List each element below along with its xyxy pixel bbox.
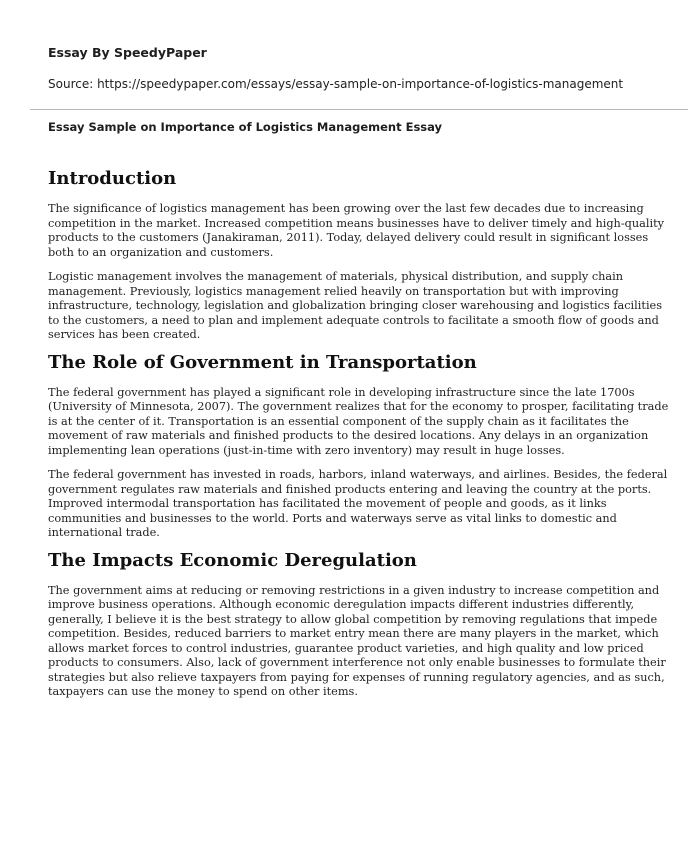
- essay-title: Essay Sample on Importance of Logistics Management Essay: [48, 120, 443, 134]
- paragraph: The significance of logistics management has been growing over the last few decades due to increasing competition in the market. Increased competition means businesses have to deliver timely and high-quality products to the customers (Janakiraman, 2011). Today, delayed delivery could result in significant losses both to an organization and customers.: [48, 202, 665, 259]
- header-divider: [30, 109, 688, 110]
- paragraph: The government aims at reducing or removing restrictions in a given industry to increase competition and improve business operations. Although economic deregulation impacts different industries differently, generally, I believe it is the best strategy to allow global competition by removing regulations that impede competition. Besides, reduced barriers to market entry mean there are many players in the market, which allows market forces to control industries, guarantee product varieties, and high quality and low priced products to consumers. Also, lack of government interference not only enable businesses to formulate their strategies but also relieve taxpayers from paying for expenses of running regulatory agencies, and as such, taxpayers can use the money to spend on other items.: [48, 583, 666, 698]
- section-heading-economic-deregulation: The Impacts Economic Deregulation: [48, 549, 417, 571]
- paragraph: The federal government has invested in roads, harbors, inland waterways, and airlines. Besides, the federal government regulates raw materials and finished products entering and leaving the country at the ports. Improved intermodal transportation has facilitated the movement of people and goods, as it links communities and businesses to the world. Ports and waterways serve as vital links to domestic and international trade.: [48, 468, 668, 539]
- paragraph: Logistic management involves the management of materials, physical distribution, and supply chain management. Previously, logistics management relied heavily on transportation but with improving infrastructure, technology, legislation and globalization bringing closer warehousing and logistics facilities to the customers, a need to plan and implement adequate controls to facilitate a smooth flow of goods and services has been created.: [48, 270, 663, 341]
- section-heading-government-transportation: The Role of Government in Transportation: [48, 351, 477, 373]
- document-header-title: Essay By SpeedyPaper: [48, 45, 207, 60]
- section-heading-introduction: Introduction: [48, 168, 177, 189]
- paragraph: The federal government has played a significant role in developing infrastructure since the late 1700s (University of Minnesota, 2007). The government realizes that for the economy to prosper, facilitating trade is at the center of it. Transportation is an essential component of the supply chain as it facilitates the movement of raw materials and finished products to the desired locations. Any delays in an organization implementing lean operations (just-in-time with zero inventory) may result in huge losses.: [48, 385, 669, 457]
- document-source-line: Source: https://speedypaper.com/essays/essay-sample-on-importance-of-logistics-management: [48, 77, 624, 91]
